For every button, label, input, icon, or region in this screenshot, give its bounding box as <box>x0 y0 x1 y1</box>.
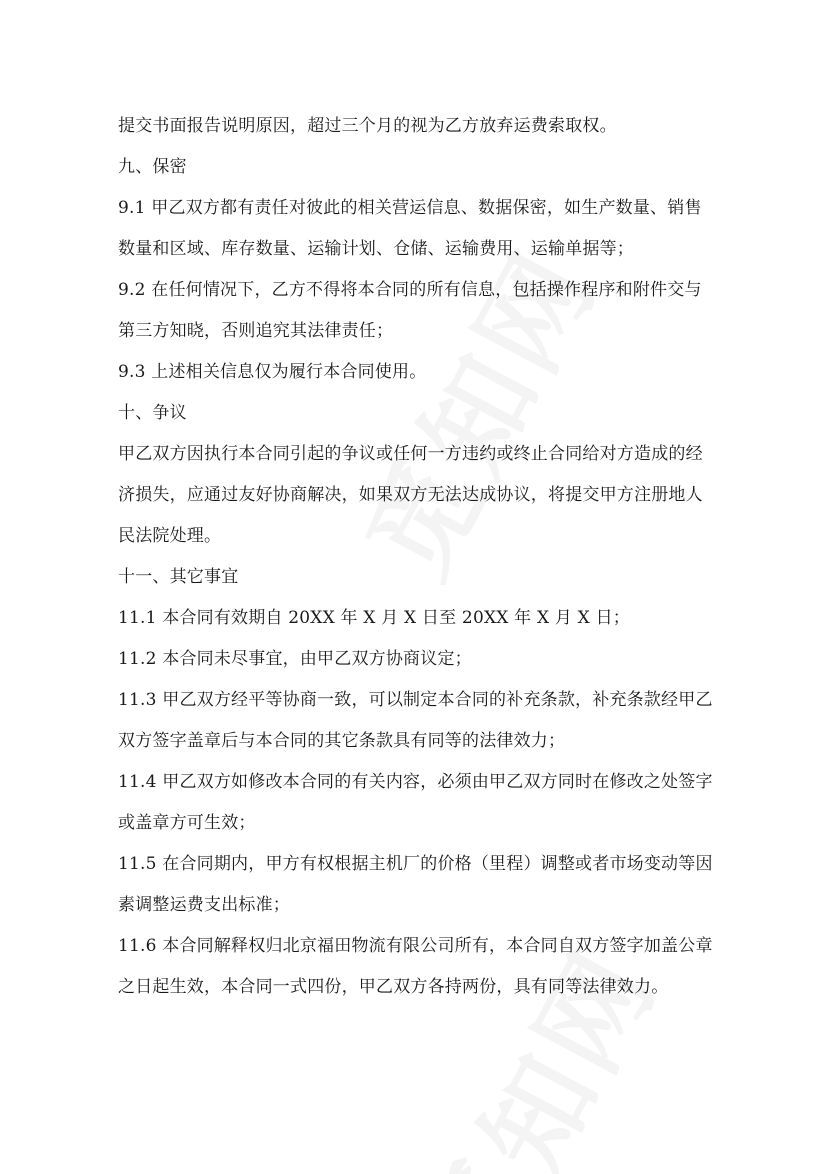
section-heading-dispute: 十、争议 <box>118 403 187 423</box>
clause-11-6-line-1: 11.6 本合同解释权归北京福田物流有限公司所有，本合同自双方签字加盖公章 <box>118 936 713 956</box>
clause-11-2: 11.2 本合同未尽事宜，由甲乙双方协商议定； <box>118 649 472 669</box>
clause-11-1: 11.1 本合同有效期自 20XX 年 X 月 X 日至 20XX 年 X 月 X 日； <box>118 608 630 628</box>
text-line-continuation: 提交书面报告说明原因，超过三个月的视为乙方放弃运费索取权。 <box>118 116 617 136</box>
dispute-paragraph-line-1: 甲乙双方因执行本合同引起的争议或任何一方违约或终止合同给对方造成的经 <box>118 444 703 464</box>
clause-11-4-line-1: 11.4 甲乙双方如修改本合同的有关内容，必须由甲乙双方同时在修改之处签字 <box>118 772 713 792</box>
dispute-paragraph-line-2: 济损失，应通过友好协商解决，如果双方无法达成协议，将提交甲方注册地人 <box>118 485 703 505</box>
clause-11-4-line-2: 或盖章方可生效； <box>118 813 256 833</box>
clause-9-1-line-2: 数量和区域、库存数量、运输计划、仓储、运输费用、运输单据等； <box>118 239 634 259</box>
dispute-paragraph-line-3: 民法院处理。 <box>118 526 222 546</box>
clause-11-5-line-1: 11.5 在合同期内，甲方有权根据主机厂的价格（里程）调整或者市场变动等因 <box>118 854 713 874</box>
document-body <box>118 106 718 1008</box>
section-heading-confidentiality: 九、保密 <box>118 157 187 177</box>
clause-11-5-line-2: 素调整运费支出标准； <box>118 895 290 915</box>
section-heading-other-matters: 十一、其它事宜 <box>118 567 239 587</box>
clause-11-6-line-2: 之日起生效，本合同一式四份，甲乙双方各持两份，具有同等法律效力。 <box>118 977 669 997</box>
clause-9-2-line-1: 9.2 在任何情况下，乙方不得将本合同的所有信息，包括操作程序和附件交与 <box>118 280 702 300</box>
clause-11-3-line-1: 11.3 甲乙双方经平等协商一致，可以制定本合同的补充条款，补充条款经甲乙 <box>118 690 713 710</box>
clause-9-3: 9.3 上述相关信息仅为履行本合同使用。 <box>118 362 427 382</box>
clause-9-1-line-1: 9.1 甲乙双方都有责任对彼此的相关营运信息、数据保密，如生产数量、销售 <box>118 198 702 218</box>
clause-9-2-line-2: 第三方知晓，否则追究其法律责任； <box>118 321 394 341</box>
clause-11-3-line-2: 双方签字盖章后与本合同的其它条款具有同等的法律效力； <box>118 731 566 751</box>
